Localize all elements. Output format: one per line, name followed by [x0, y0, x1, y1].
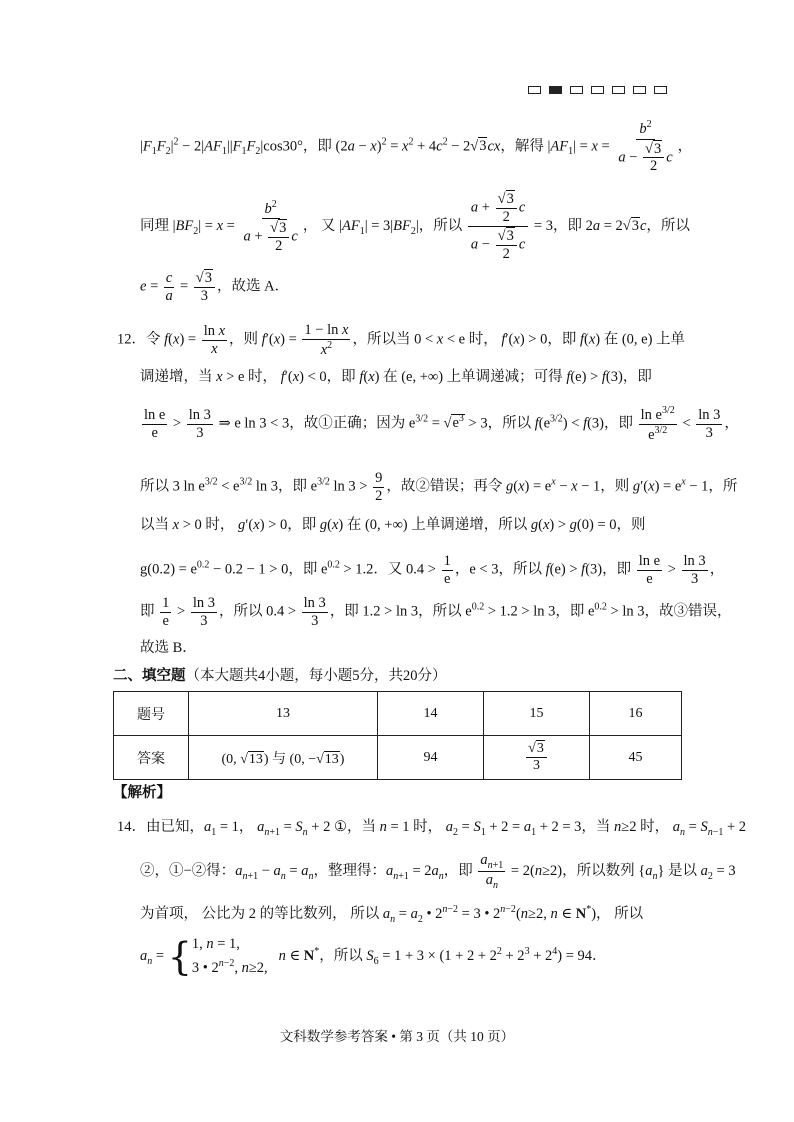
- page-marker: [528, 86, 541, 94]
- q11-line-3: e = $\frac{c}{a}$ = $\frac{√3}{3}$ ，故选 A．: [140, 270, 290, 304]
- section2-heading: [113, 664, 447, 685]
- q11-conclusion: ，故选 A．: [216, 278, 290, 295]
- q14-line-2: ②，①−②得：$a_{n+1} - a_n = a_n$，整理得：$a_{n+1} = 2a_n$，即 $\frac{a_{n+1}}{a_n}$ = 2(n≥2)，所以数列 $\{a_n\}$ 是以 $a_2 = 3$: [140, 852, 736, 892]
- answer-table: [113, 691, 682, 780]
- table-row: [114, 736, 682, 780]
- q12-conclusion: 故选 B．: [140, 640, 197, 656]
- q14-label: 14．: [117, 819, 146, 835]
- q14-line-4: $a_n$ = { 1, n = 1, 3 • $2^{n-2}$, n≥2, n ∈ N*，所以 $S_6 = 1 + 3 \times (1 + 2 + 2^2 + 2^3 + 2^4) = 94$．: [140, 934, 607, 979]
- page-footer: 文科数学参考答案 • 第 3 页（共 10 页）: [279, 1029, 515, 1044]
- q12-line-7: 即 $\frac{1}{e}$ > $\frac{\ln 3}{3}$ ，所以 0.4 > $\frac{\ln 3}{3}$ ，即 1.2 > ln 3，所以 $e^{0.2} > 1.2 > \ln 3$，即 $e^{0.2} > \ln 3$，故③错误，: [140, 595, 732, 629]
- q14-line-3: 为首项， 公比为 2 的等比数列， 所以 $a_n = a_2$ • $2^{n-2} = 3$ • $2^{n-2}(n\ge 2$, n ∈ N*)， 所以: [140, 904, 644, 925]
- q12-line-1: 12．令 f(x) = $\frac{\text{ln x}}{x}$ ，则 f′(x) = $\frac{\text{1 − ln x}}{x^2}$ ，所以当 0 < x < e 时， f′(x) > 0，即 f(x) 在 (0, e) 上单: [117, 322, 686, 358]
- row2-label: 答案: [114, 736, 189, 780]
- q12-line-3: $\frac{\text{ln e}}{e}$ > $\frac{\ln 3}{3}$ ⇒ e ln 3 < 3，故①正确；因为 $e^{3/2} = √e^3 > 3$，所以 $f(e^{3/2}) < f(3)$，即 $\frac{\ln e^{3/2}}{e^{3/2}}$ < $\frac{\ln 3}{3}$ ，: [144, 405, 739, 443]
- q11-line-1: $|F_1F_2|^2 - 2|AF_1||F_1F_2|\cos 30^\circ$，即 $(2a - x)^2 = x^2 + 4c^2 - 2√3cx$，解得 $|AF_1| = x$ = $b^2$ a − $\frac{√3}{2}$ c ，: [140, 119, 693, 175]
- jiexi-heading: 【解析】: [113, 785, 171, 801]
- section2-desc: （本大题共4小题，每小题5分，共20分）: [185, 668, 447, 684]
- answer-16: 45: [590, 736, 682, 780]
- q11-line-2: 同理 $|BF_2| = x$ = $b^2$ a + $\frac{√3}{2}$ c ， 又 $|AF_1| = 3|BF_2|$，所以 a + $\frac{√3}{2}$ c a − $\frac{√3}{2}$ c = 3，即 2a = 2√3c，所以: [140, 191, 690, 263]
- page-marker: [654, 86, 667, 94]
- q12-line-4: 所以 3 $\ln e^{3/2} < e^{3/2}$ ln 3，即 $e^{3/2}$ ln 3 > $\frac{9}{2}$ ，故②错误；再令 $g(x) = e^x - x - 1$，则 $g'(x) = e^x - 1$，所: [140, 470, 738, 504]
- table-row: [114, 692, 682, 736]
- num-16: 16: [590, 692, 682, 736]
- q12-line-6: $g(0.2) = e^{0.2} - 0.2 - 1 > 0$，即 $e^{0.2} > 1.2$．又 0.4 > $\frac{1}{e}$ ，e < 3，所以 f(e) > f(3)，即 $\frac{\text{ln e}}{e}$ > $\frac{\ln 3}{3}$ ，: [140, 553, 725, 587]
- answer-15: $\frac{√3}{3}$: [484, 736, 590, 780]
- q12-line-5: 以当 x > 0 时， g′(x) > 0，即 g(x) 在 (0, +∞) 上单调递增，所以 g(x) > g(0) = 0，则: [140, 517, 646, 533]
- num-15: 15: [484, 692, 590, 736]
- q12-line-2: 调递增，当 x > e 时， f′(x) < 0，即 f(x) 在 (e, +∞) 上单调递减；可得 f(e) > f(3)，即: [140, 369, 652, 385]
- page-marker: [570, 86, 583, 94]
- num-14: 14: [378, 692, 484, 736]
- page-marker: [591, 86, 604, 94]
- answer-14: 94: [378, 736, 484, 780]
- row1-label: 题号: [114, 692, 189, 736]
- q12-label: 12．: [117, 331, 146, 348]
- section2-title: 二、填空题: [113, 668, 186, 684]
- answer-13: (0, √13) 与 (0, −√13): [189, 736, 378, 780]
- page-marker: [633, 86, 646, 94]
- q14-line-1: 14．由已知，$a_1 = 1$， $a_{n+1} = S_n + 2$ ①，当 n = 1 时， $a_2 = S_1 + 2 = a_1 + 2 = 3$，当 n≥2 时， $a_n = S_{n-1} + 2$: [117, 819, 747, 838]
- page-marker-current: [549, 86, 562, 94]
- page-marker: [612, 86, 625, 94]
- page-markers: [528, 86, 667, 94]
- num-13: 13: [189, 692, 378, 736]
